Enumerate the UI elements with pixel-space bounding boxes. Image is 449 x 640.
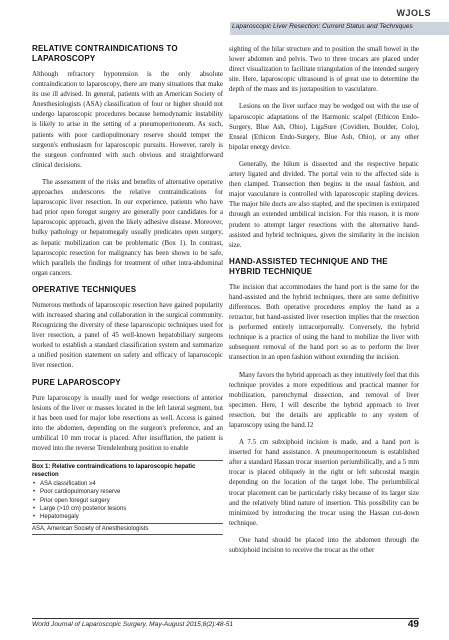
paragraph: Pure laparoscopy is usually used for wedge resections of anterior lesions of the liver or masses located in the left lateral segment, but it has been used for major lobe resections as well. Access is gained into the abdomen, depending on the surgeon's preference, and an umbilical 10 mm trocar is placed. After insufflation, the patient is moved into the reverse Trendelenburg position to enable (32, 393, 223, 452)
list-item: • Large (>10 cm) posterior lesions (32, 505, 223, 513)
left-column (32, 44, 223, 535)
section-heading: PURE LAPAROSCOPY (32, 377, 121, 387)
paragraph: The assessment of the risks and benefits of alternative operative approaches underscores the relative contraindications for laparoscopic liver resection. In our experience, patients who have had prior open foregut surgery are generally poor candidates for a laparoscopic approach, given the likely adhesive disease. Moreover, bulky pathology or hepatomegaly usually predicates open surgery, as hepatic mobilization can be problematic (Box 1). In contrast, laparoscopic resection for malignancy has been shown to be safe, which parallels the findings for treatment of other intra-abdominal organ cancers. (32, 177, 223, 277)
paragraph: sighting of the hilar structure and to position the small bowel in the lower abdomen and pelvis. Two to three trocars are placed under direct visualization to facilitate triangulation of the intended surgery site. Here, laparoscopic ultrasound is of great use to determine the depth of the mass and its juxtaposition to vasculature. (229, 45, 419, 94)
page-number: 49 (407, 619, 419, 630)
box-title: Box 1: Relative contraindications to laparoscopic hepatic resection (32, 464, 196, 479)
paragraph: The incision that accommodates the hand port is the same for the hand-assisted and the hybrid techniques, there are some definitive differences. Both operative procedures employ the hand as a retractor, but hand-assisted liver resection implies that the resection is performed entirely intracorporeally. Conversely, the hybrid technique is a practice of using the hand to mobilize the liver with subsequent removal of the hand port so as to perform the liver transection in an open fashion without extending the incision. (229, 282, 419, 362)
list-item: • Prior open foregut surgery (32, 497, 223, 505)
list-item: • ASA classification ≥4 (32, 480, 223, 488)
right-column (229, 44, 419, 562)
paragraph: Generally, the hilum is dissected and the respective hepatic artery ligated and divided. The portal vein to the affected side is then clamped. Transection then begins in the usual fashion, and major vasculature is controlled with laparoscopic stapling devices. The major bile ducts are also stapled, and the specimen is extirpated through an extended umbilical incision. For this reason, it is more prudent to attempt larger resections with the alternative hand-assisted and hybrid techniques, given the similarity in the incision size. (229, 159, 419, 249)
running-title: Laparoscopic Liver Resection: Current Status and Techniques (232, 23, 413, 30)
journal-citation: World Journal of Laparoscopic Surgery, May-August 2015;8(2):48-51 (32, 621, 234, 628)
box-footnote: ASA, American Society of Anesthesiologists (32, 523, 223, 533)
journal-code: WJOLS (396, 8, 431, 18)
section-heading: RELATIVE CONTRAINDICATIONS TO LAPAROSCOPY (32, 44, 178, 63)
box-1 (32, 460, 223, 534)
list-item: • Hepatomegaly (32, 513, 223, 521)
section-heading: OPERATIVE TECHNIQUES (32, 284, 137, 294)
paragraph: A 7.5 cm subxiphoid incision is made, and a hand port is inserted for hand assistance. A pneumoperitoneum is established after a standard Hassan trocar insertion periumbilically, and a 5 mm trocar is placed obliquely in the right or left subcostal margin depending on the location of the target lobe. The periumbilical trocar placement can be particularly risky because of its larger size and the relatively blind nature of insertion. This possibility can be minimized by introducing the trocar using the Hassan cut-down technique. (229, 438, 419, 527)
paragraph: One hand should be placed into the abdomen through the subxiphoid incision to receive the trocar as the other (229, 535, 419, 555)
footer-divider (32, 618, 419, 619)
box-list (32, 480, 223, 521)
paragraph: Although refractory hypotension is the only absolute contraindication to laparoscopy, there are many situations that make its use ill advised. In general, patients with an American Society of Anesthesiologists (ASA) classification of four or higher should not undergo laparoscopic procedures because hemodynamic instability is likely to arise in the setting of a pneumoperitoneum. As such, patients with poor cardiopulmonary reserve should temper the surgeon's enthusiasm for laparoscopic pursuits. However, rarely is the surgeon confronted with such obvious and straightforward clinical decisions. (32, 70, 223, 169)
list-item: • Poor cardiopulmonary reserve (32, 488, 223, 496)
paragraph: Numerous methods of laparoscopic resection have gained popularity with increased sharing and collaboration in the surgical community. Recognizing the diversity of these laparoscopic techniques used for liver resection, a panel of 45 well-known hepatobiliary surgeons worked to establish a standard classification system and summarize a unified position statement on safety and efficacy of laparoscopic liver resection. (32, 300, 223, 370)
paragraph: Lesions on the liver surface may be wedged out with the use of laparoscopic adaptations of the Harmonic scalpel (Ethicon Endo-Surgery, Blue Ash, Ohio), LigaSure (Covidien, Boulder, Colo), Enseal (Ethicon Endo-Surgery, Blue Ash, Ohio), or any other bipolar energy device. (229, 102, 419, 151)
section-heading: HAND-ASSISTED TECHNIQUE AND THE HYBRID TECHNIQUE (229, 256, 388, 276)
paragraph: Many favors the hybrid approach as they intuitively feel that this technique provides a more expeditious and practical manner for mobilization, parenchymal dissection, and removal of liver specimen. Here, I will describe the hybrid approach to liver resection, but the details are applicable to any system of laparoscopy using the hand.12 (229, 370, 419, 429)
